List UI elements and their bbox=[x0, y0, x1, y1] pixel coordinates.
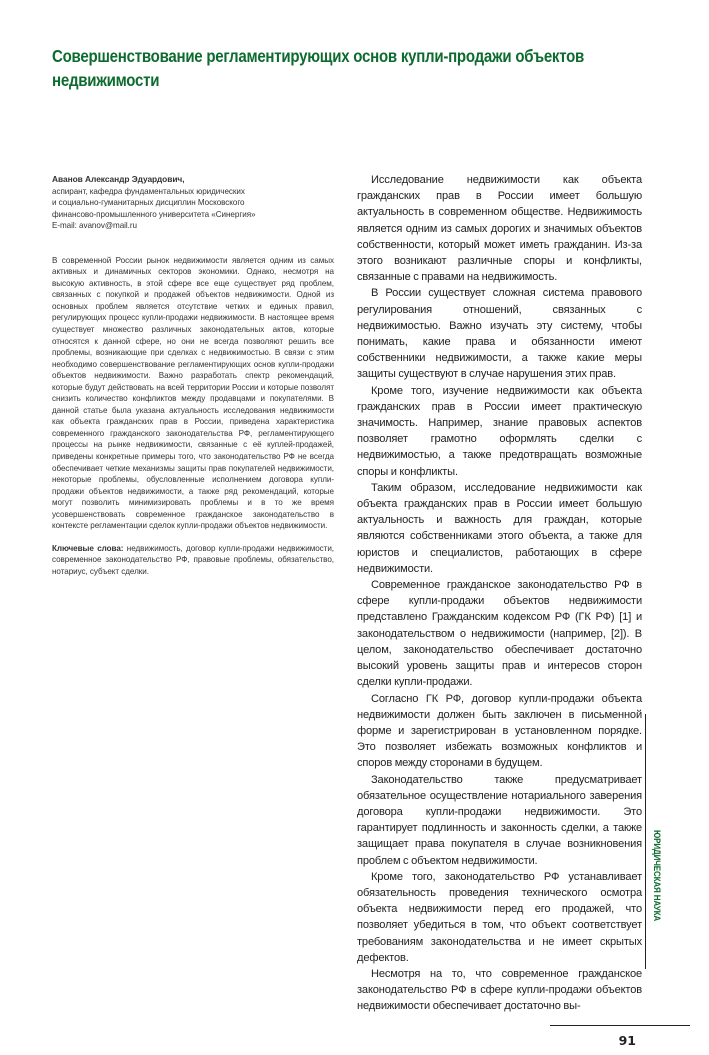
keywords-text: недвижимость, договор купли-продажи недвижимости, современное законодательство РФ, правовые проблемы, обязательство, нотариус, субъект сделки. bbox=[52, 543, 334, 576]
keywords bbox=[52, 543, 334, 578]
page-footer bbox=[357, 1025, 642, 1055]
body-paragraph: Кроме того, изучение недвижимости как объекта гражданских прав в России имеет практическую значимость. Например, знание правовых аспектов позволяет грамотно оформлять сделки с недвижимостью, а также предотвращать возможные споры и конфликты. bbox=[357, 384, 642, 478]
affiliation-line: и социально-гуманитарных дисциплин Московского bbox=[52, 198, 245, 208]
section-label bbox=[651, 830, 662, 937]
page-number: 91 bbox=[618, 1032, 636, 1048]
author-name: Аванов Александр Эдуардович, bbox=[52, 174, 185, 184]
body-paragraph: В России существует сложная система правового регулирования отношений, связанных с недвижимостью. Важно изучать эту систему, чтобы понимать, какие права и обязанности имеют собственники недвижимости, а также какие меры защиты существуют в случае нарушения этих прав. bbox=[357, 287, 642, 381]
body-paragraph: Несмотря на то, что современное гражданское законодательство РФ в сфере купли-продажи объектов недвижимости обеспечивает достаточно вы- bbox=[357, 967, 642, 1013]
affiliation-line: финансово-промышленного университета «Синергия» bbox=[52, 209, 256, 219]
body-paragraph: Современное гражданское законодательство РФ в сфере купли-продажи объектов недвижимости представлено Гражданским кодексом РФ (ГК РФ) [1] и законодательством о недвижимости (например, [2]). В целом, законодательство обеспечивает достаточно высокий уровень защиты прав и интересов сторон сделки купли-продажи. bbox=[357, 579, 642, 689]
author-email: E-mail: avanov@mail.ru bbox=[52, 221, 137, 231]
main-text-column bbox=[357, 172, 642, 1015]
footer-divider-horizontal bbox=[550, 1025, 690, 1026]
body-paragraph: Кроме того, законодательство РФ устанавливает обязательность проведения технического осмотра объекта недвижимости перед его продажей, что позволяет убедиться в том, что объект соответствует требованиям законодательства и не имеет скрытых дефектов. bbox=[357, 870, 642, 964]
affiliation-line: аспирант, кафедра фундаментальных юридических bbox=[52, 186, 245, 196]
margin-divider-vertical bbox=[645, 714, 646, 969]
section-label-text: ЮРИДИЧЕСКАЯ НАУКА bbox=[651, 830, 662, 922]
body-paragraph: Согласно ГК РФ, договор купли-продажи объекта недвижимости должен быть заключен в письменной форме и зарегистрирован в установленном порядке. Это позволяет избежать возможных конфликтов и споров между сторонами в будущем. bbox=[357, 692, 642, 770]
keywords-label: Ключевые слова: bbox=[52, 543, 124, 553]
body-paragraph: Таким образом, исследование недвижимости как объекта гражданских прав в России имеет большую актуальность и важность для граждан, которые являются собственниками этого объекта, а также для юристов и специалистов, работающих в сфере недвижимости. bbox=[357, 481, 642, 575]
body-paragraph: Исследование недвижимости как объекта гражданских прав в России имеет большую актуальность в современном обществе. Недвижимость является одним из самых дорогих и значимых объектов собственности, который может иметь гражданин. Из-за этого возникают различные споры и конфликты, связанные с правами на недвижимость. bbox=[357, 174, 642, 284]
article-title: Совершенствование регламентирующих основ купли-продажи объектов недвижимости bbox=[52, 46, 585, 90]
left-column bbox=[52, 174, 334, 578]
abstract: В современной России рынок недвижимости является одним из самых активных и динамичных секторов экономики. Однако, несмотря на высокую активность, в этой сфере все еще существует ряд проблем, связанных с покупкой и продажей объектов недвижимости. Одной из основных проблем является отсутствие четких и единых правил, регулирующих процесс купли-продажи недвижимости. В настоящее время существует множество различных законодательных актов, которые относятся к данной сфере, но они не всегда позволяют решить все проблемы, возникающие при сделках с недвижимостью. В связи с этим необходимо совершенствование регламентирующих основ купли-продажи объектов недвижимости. Важно разработать спектр рекомендаций, которые будут действовать на всей территории России и которые позволят снизить количество конфликтов между продавцами и покупателями. В данной статье была указана актуальность исследования недвижимости как объекта гражданских прав в России, приведена характеристика современного гражданского законодательства РФ, регламентирующего процессы на рынке недвижимости, связанные с её куплей-продажей, приведены конкретные примеры того, что законодательство РФ не всегда обеспечивает четкие механизмы защиты прав покупателей недвижимости, некоторые проблемы, обусловленные исполнением договора купли-продажи объектов недвижимости, а также ряд рекомендаций, которые могут позволить минимизировать проблемы и в то же время усовершенствовать современное гражданское законодательство в контексте регламентации сделок купли-продажи объектов недвижимости. bbox=[52, 255, 334, 531]
main-text-area bbox=[357, 172, 642, 1055]
author-affiliation bbox=[52, 186, 334, 232]
body-paragraph: Законодательство также предусматривает обязательное осуществление нотариального заверения договора купли-продажи недвижимости. Это гарантирует подлинность и законность сделки, а также защищает права покупателя в случае возникновения проблем с объектом недвижимости. bbox=[357, 773, 642, 867]
